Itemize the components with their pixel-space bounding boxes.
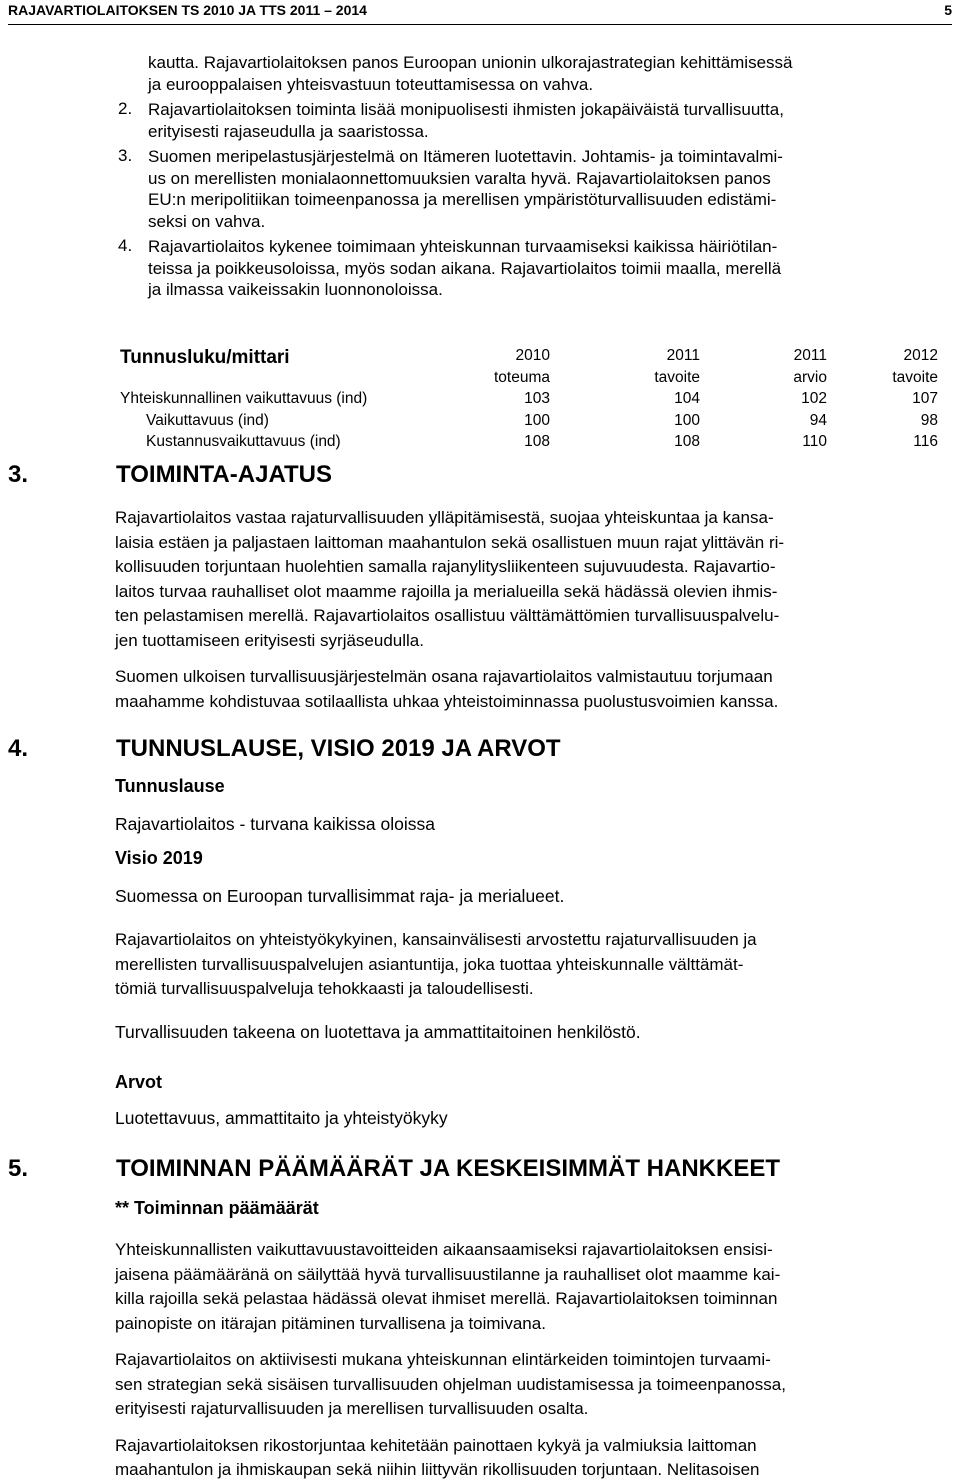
row-value: 108 (674, 433, 700, 450)
column-year: 2011 (793, 347, 827, 364)
column-label: toteuma (493, 369, 550, 386)
table-row (120, 412, 938, 434)
row-value: 98 (920, 411, 938, 429)
row-value: 103 (524, 390, 550, 407)
row-value: 104 (674, 390, 700, 407)
page-number: 5 (944, 2, 952, 18)
strategic-list (118, 52, 953, 301)
column-year: 2011 (666, 347, 700, 364)
column-year: 2012 (903, 347, 938, 364)
table-row (120, 433, 938, 455)
motto-text: Rajavartiolaitos - turvana kaikissa oloissa (115, 814, 435, 834)
row-value: 100 (524, 411, 550, 429)
section-number: 4. (8, 735, 29, 762)
column-label: tavoite (654, 369, 700, 386)
row-value: 102 (801, 390, 827, 407)
table-row (120, 390, 938, 412)
section-heading (8, 735, 561, 763)
row-value: 108 (524, 433, 550, 450)
header-title: RAJAVARTIOLAITOKSEN TS 2010 JA TTS 2011 – 2014 (8, 2, 367, 18)
motto-heading: Tunnuslause (115, 776, 225, 796)
metrics-header-row (120, 346, 938, 390)
list-intro-line: ja eurooppalaisen yhteisvastuun toteuttamisessa on vahva. (148, 74, 594, 94)
row-value: 94 (809, 411, 827, 429)
section-heading (8, 461, 332, 489)
list-item-number: 4. (118, 236, 133, 255)
vision-paragraph: Rajavartiolaitos on yhteistyökykyinen, kansainvälisesti arvostettu rajaturvallisuuden ja merellisten turvallisuuspalvelujen asiantuntija, joka tuottaa yhteiskunnalle välttämät- tömiä turvallisuuspalveluja tehokkaasti ja taloudellisesti. (115, 930, 757, 998)
row-value: 116 (913, 433, 938, 450)
row-name: Yhteiskunnallinen vaikuttavuus (ind) (120, 390, 368, 407)
values-text: Luotettavuus, ammattitaito ja yhteistyökyky (115, 1108, 448, 1128)
section-title: TOIMINNAN PÄÄMÄÄRÄT JA KESKEISIMMÄT HANKKEET (116, 1155, 781, 1182)
section-body: Yhteiskunnallisten vaikuttavuustavoitteiden aikaansaamiseksi rajavartiolaitoksen ensisi- jaisena päämääränä on säilyttää hyvä turvallisuustilanne ja rauhalliset olot maamme kai- killa rajoilla sekä pelastaa hädässä olevat ihmiset merellä. Rajavartiolaitoksen toiminnan painopiste on itärajan pitäminen turvallisena ja toimivana. Rajavartiolaitos on aktiivisesti mukana yhteiskunnan elintärkeiden toimintojen turvaami- sen strategian sekä sisäisen turvallisuuden ohjelman uudistamisessa ja toimeenpanossa, erityisesti rajaturvallisuuden ja merellisen turvallisuuden osalta. Rajavartiolaitoksen rikostorjuntaa kehitetään painottaen kykyä ja valmiuksia laittoman maahantulon ja ihmiskaupan sekä niihin liittyvän rikollisuuden torjuntaan. Nelitasoisen (115, 1240, 786, 1479)
row-name: Vaikuttavuus (ind) (146, 411, 269, 429)
column-year: 2010 (515, 347, 550, 364)
list-item: 2. Rajavartiolaitoksen toiminta lisää monipuolisesti ihmisten jokapäiväistä turvallisuutta, erityisesti rajaseudulla ja saaristossa. (118, 99, 784, 141)
values-heading: Arvot (115, 1072, 163, 1092)
metrics-table (120, 346, 938, 455)
list-intro-line: kautta. Rajavartiolaitoksen panos Euroopan unionin ulkorajastrategian kehittämisessä (148, 53, 793, 72)
section-body: Rajavartiolaitos vastaa rajaturvallisuuden ylläpitämisestä, suojaa yhteiskuntaa ja kansa- laisia estäen ja paljastaen laittoman maahantulon sekä osallistuen muun rajat ylittävän ri- kollisuuden torjuntaan huolehtien samalla rajanylitysliikenteen sujuvuudesta. Rajavartio- laitos turvaa rauhalliset olot maamme rajoilla ja merialueilla sekä hädässä olevien ihmis- ten pelastamisen merellä. Rajavartiolaitos osallistuu välttämättömien turvallisuuspalvelu- jen tuottamiseen erityisesti syrjäseudulla. Suomen ulkoisen turvallisuusjärjestelmän osana rajavartiolaitos valmistautuu torjumaan maahamme kohdistuvaa sotilaallista uhkaa yhteistoiminnassa puolustusvoimien kanssa. (115, 508, 785, 711)
section-title: TUNNUSLAUSE, VISIO 2019 JA ARVOT (116, 735, 561, 762)
row-value: 110 (802, 433, 827, 450)
row-value: 107 (912, 390, 938, 407)
staff-statement: Turvallisuuden takeena on luotettava ja ammattitaitoinen henkilöstö. (115, 1022, 641, 1042)
row-name: Kustannusvaikuttavuus (ind) (146, 433, 341, 450)
metrics-title: Tunnusluku/mittari (120, 347, 290, 368)
vision-text: Suomessa on Euroopan turvallisimmat raja- ja merialueet. (115, 886, 565, 906)
column-label: tavoite (892, 369, 938, 386)
list-item-number: 2. (118, 99, 133, 118)
column-label: arvio (793, 369, 827, 386)
section-heading (8, 1155, 780, 1183)
row-value: 100 (674, 411, 700, 429)
list-item-number: 3. (118, 146, 133, 165)
running-header (8, 0, 952, 25)
list-item: 4. Rajavartiolaitos kykenee toimimaan yhteiskunnan turvaamiseksi kaikissa häiriötilan- teissa ja poikkeusoloissa, myös sodan aikana. Rajavartiolaitos toimii maalla, merellä ja ilmassa vaikeissakin luonnonoloissa. (118, 236, 782, 299)
section-title: TOIMINTA-AJATUS (116, 461, 332, 488)
section-number: 3. (8, 461, 29, 488)
subsection-heading: ** Toiminnan päämäärät (115, 1198, 319, 1218)
section-number: 5. (8, 1155, 29, 1182)
vision-heading: Visio 2019 (115, 848, 203, 868)
list-item: 3. Suomen meripelastusjärjestelmä on Itämeren luotettavin. Johtamis- ja toimintavalmi- us on merellisten monialaonnettomuuksien varalta hyvä. Rajavartiolaitoksen panos EU:n meripolitiikan toimeenpanossa ja merellisen ympäristöturvallisuuden edistämi- seksi on vahva. (118, 146, 783, 231)
